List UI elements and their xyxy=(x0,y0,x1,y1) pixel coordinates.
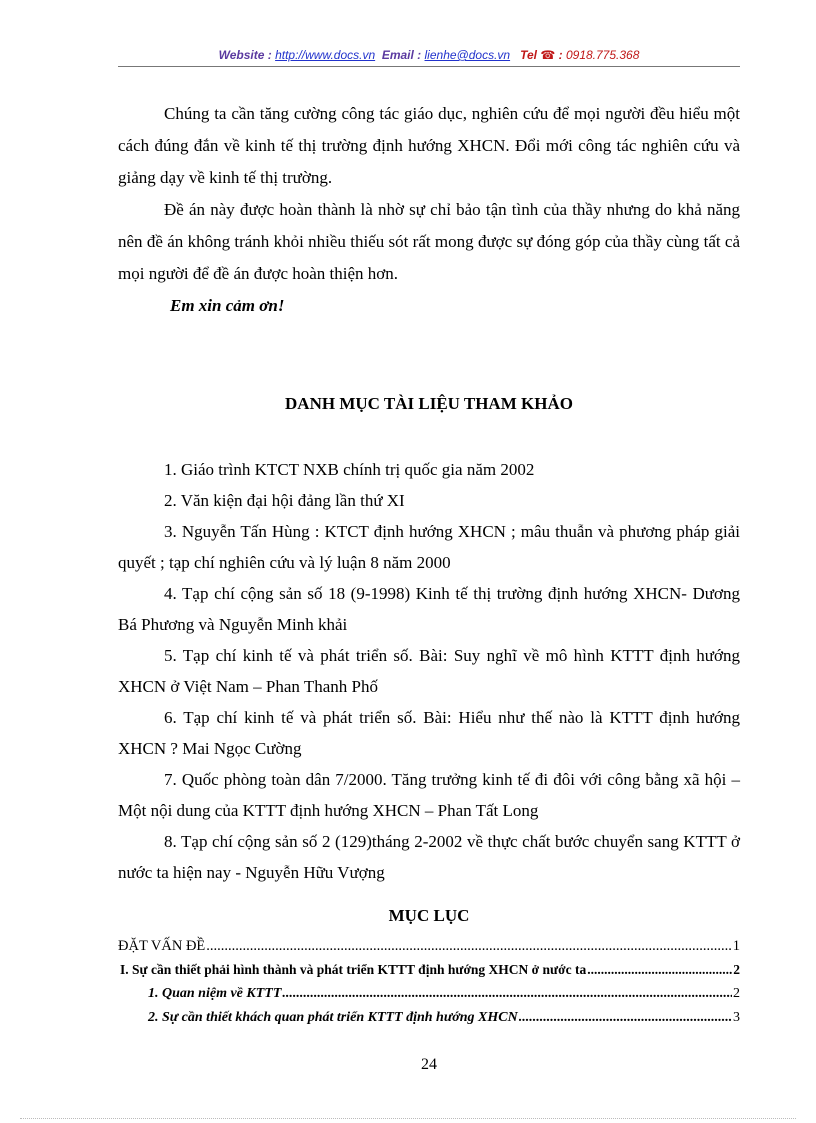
toc-entry[interactable] xyxy=(118,962,740,986)
thanks-line: Em xin cảm ơn! xyxy=(170,296,285,315)
closing-section xyxy=(118,98,740,322)
website-label: Website : xyxy=(218,48,272,62)
website-link[interactable]: http://www.docs.vn xyxy=(275,48,376,62)
header-divider xyxy=(118,66,740,67)
reference-item: 6. Tạp chí kinh tế và phát triển số. Bài: Hiểu như thế nào là KTTT định hướng XHCN ? Mai Ngọc Cường xyxy=(118,708,740,758)
toc-entry-text: 2. Sự cần thiết khách quan phát triển KTTT định hướng XHCN xyxy=(148,1010,518,1025)
toc-leader xyxy=(587,962,732,978)
reference-item: 2. Văn kiện đại hội đảng lần thứ XI xyxy=(164,491,405,510)
table-of-contents xyxy=(118,938,740,1034)
toc-entry-page: 2 xyxy=(733,986,740,1001)
reference-item: 4. Tạp chí cộng sản số 18 (9-1998) Kinh tế thị trường định hướng XHCN- Dương Bá Phương và Nguyễn Minh khải xyxy=(118,584,740,634)
references-title: DANH MỤC TÀI LIỆU THAM KHẢO xyxy=(285,394,573,413)
toc-entry-page: 1 xyxy=(732,938,740,954)
toc-entry-page: 3 xyxy=(733,1010,740,1025)
toc-leader xyxy=(519,1010,732,1026)
toc-entry-text: ĐẶT VẤN ĐỀ xyxy=(118,938,206,954)
toc-leader xyxy=(206,938,731,955)
email-label: Email xyxy=(381,48,414,62)
toc-entry[interactable] xyxy=(118,986,740,1010)
tel-number: 0918.775.368 xyxy=(565,48,640,62)
toc-entry[interactable] xyxy=(118,938,740,962)
reference-item: 5. Tạp chí kinh tế và phát triển số. Bài: Suy nghĩ về mô hình KTTT định hướng XHCN ở Việt Nam – Phan Thanh Phố xyxy=(118,646,740,696)
page-bottom-border xyxy=(20,1118,796,1119)
toc-title: MỤC LỤC xyxy=(388,906,470,925)
reference-item: 3. Nguyễn Tấn Hùng : KTCT định hướng XHCN ; mâu thuẫn và phương pháp giải quyết ; tạp chí nghiên cứu và lý luận 8 năm 2000 xyxy=(118,522,740,572)
reference-item: 1. Giáo trình KTCT NXB chính trị quốc gia năm 2002 xyxy=(164,460,535,479)
reference-item: 8. Tạp chí cộng sản số 2 (129)tháng 2-2002 về thực chất bước chuyển sang KTTT ở nước ta hiện nay - Nguyễn Hữu Vượng xyxy=(118,832,740,882)
page-header xyxy=(118,48,740,62)
toc-entry-text: 1. Quan niệm về KTTT xyxy=(148,986,282,1001)
email-link[interactable]: lienhe@docs.vn xyxy=(424,48,511,62)
tel-label: Tel ☎ : xyxy=(520,48,563,62)
references-list xyxy=(118,454,740,888)
toc-entry-page: 2 xyxy=(733,962,740,977)
reference-item: 7. Quốc phòng toàn dân 7/2000. Tăng trưởng kinh tế đi đôi với công bằng xã hội – Một nội dung của KTTT định hướng XHCN – Phan Tất Long xyxy=(118,770,740,820)
page-number: 24 xyxy=(421,1056,437,1073)
toc-entry[interactable] xyxy=(118,1010,740,1034)
email-separator: : xyxy=(417,48,422,62)
paragraph: Đề án này được hoàn thành là nhờ sự chỉ bảo tận tình của thầy nhưng do khả năng nên đề án không tránh khỏi nhiều thiếu sót rất mong được sự đóng góp của thầy cùng tất cả mọi người để đề án được hoàn thiện hơn. xyxy=(118,200,740,283)
toc-entry-text: I. Sự cần thiết phải hình thành và phát triển KTTT định hướng XHCN ở nước ta xyxy=(120,962,587,977)
paragraph: Chúng ta cần tăng cường công tác giáo dục, nghiên cứu để mọi người đều hiểu một cách đúng đắn về kinh tế thị trường định hướng XHCN. Đổi mới công tác nghiên cứu và giảng dạy về kinh tế thị trường. xyxy=(118,104,740,187)
toc-leader xyxy=(282,986,732,1002)
